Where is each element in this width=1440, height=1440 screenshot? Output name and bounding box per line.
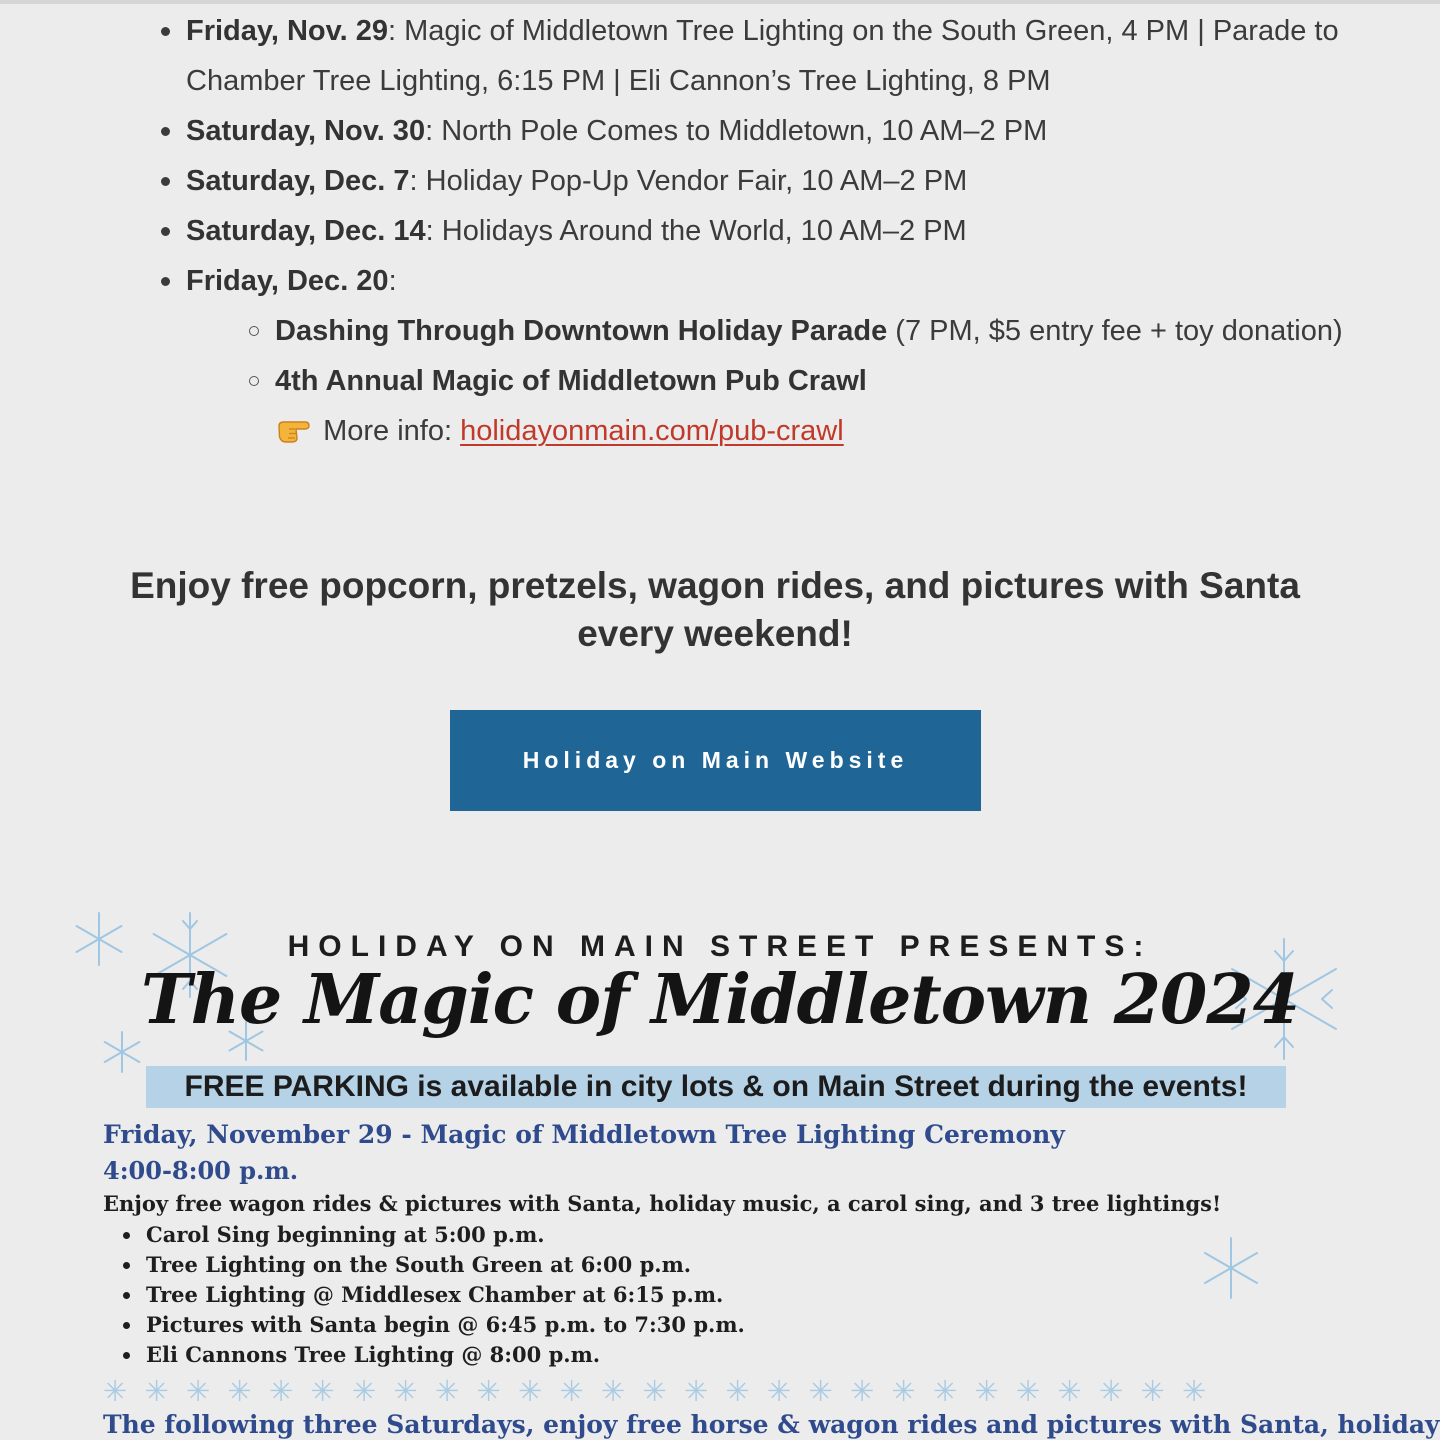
friday-heading: Friday, November 29 - Magic of Middletown Tree Lighting Ceremony	[103, 1120, 1065, 1149]
event-date: Saturday, Dec. 7	[186, 165, 410, 197]
top-edge	[0, 0, 1440, 4]
friday-schedule	[123, 1220, 745, 1370]
schedule-item: Pictures with Santa begin @ 6:45 p.m. to 7:30 p.m.	[123, 1310, 745, 1340]
event-date: Friday, Nov. 29	[186, 15, 388, 47]
event-item	[160, 106, 1360, 156]
event-date: Saturday, Dec. 14	[186, 215, 426, 247]
promo-text: Enjoy free popcorn, pretzels, wagon rides, and pictures with Santa every weekend!	[130, 565, 1300, 654]
flyer-title: The Magic of Middletown 2024	[140, 960, 1299, 1040]
parade-detail: (7 PM, $5 entry fee + toy donation)	[887, 315, 1343, 347]
event-item	[160, 206, 1360, 256]
saturdays-text: The following three Saturdays, enjoy free horse & wagon rides and pictures with Santa, holiday	[103, 1410, 1440, 1439]
schedule-item: Carol Sing beginning at 5:00 p.m.	[123, 1220, 745, 1250]
schedule-item: Eli Cannons Tree Lighting @ 8:00 p.m.	[123, 1340, 745, 1370]
event-text: :	[388, 265, 397, 297]
event-text: : Magic of Middletown Tree Lighting on the South Green, 4 PM | Parade to Chamber Tree Lighting, 6:15 PM | Eli Cannon’s Tree Lighting, 8 PM	[186, 15, 1339, 97]
schedule-item: Tree Lighting on the South Green at 6:00 p.m.	[123, 1250, 745, 1280]
event-date: Friday, Dec. 20	[186, 265, 389, 297]
event-list	[160, 6, 1360, 456]
snowflake-icon	[1198, 1235, 1264, 1301]
snowflake-divider: ✳✳✳✳✳✳✳✳✳✳✳✳✳✳✳✳✳✳✳✳✳✳✳✳✳✳✳	[103, 1376, 1224, 1408]
flyer-presents-heading: HOLIDAY ON MAIN STREET PRESENTS:	[287, 930, 1153, 963]
event-item	[160, 256, 1360, 306]
more-info-label: More info:	[323, 415, 461, 447]
pointing-hand-icon	[275, 412, 315, 444]
parade-title: Dashing Through Downtown Holiday Parade	[275, 315, 888, 347]
more-info-line	[275, 406, 1360, 456]
event-text: : Holidays Around the World, 10 AM–2 PM	[425, 215, 967, 247]
schedule-item: Tree Lighting @ Middlesex Chamber at 6:15 p.m.	[123, 1280, 745, 1310]
pub-crawl-link[interactable]: holidayonmain.com/pub-crawl	[460, 415, 844, 447]
event-flyer	[0, 880, 1440, 1440]
sub-event-parade	[249, 306, 1360, 356]
event-text: : North Pole Comes to Middletown, 10 AM–2 PM	[425, 115, 1048, 147]
free-parking-banner: FREE PARKING is available in city lots & on Main Street during the events!	[146, 1066, 1286, 1108]
friday-intro: Enjoy free wagon rides & pictures with Santa, holiday music, a carol sing, and 3 tree lightings!	[103, 1191, 1222, 1216]
event-item	[160, 156, 1360, 206]
sub-event-pub-crawl	[249, 356, 1360, 406]
friday-time: 4:00-8:00 p.m.	[103, 1156, 299, 1185]
event-item	[160, 6, 1360, 106]
pub-crawl-title: 4th Annual Magic of Middletown Pub Crawl	[275, 365, 867, 397]
event-date: Saturday, Nov. 30	[186, 115, 426, 147]
holiday-on-main-website-button[interactable]: Holiday on Main Website	[450, 710, 981, 811]
event-text: : Holiday Pop-Up Vendor Fair, 10 AM–2 PM	[409, 165, 968, 197]
